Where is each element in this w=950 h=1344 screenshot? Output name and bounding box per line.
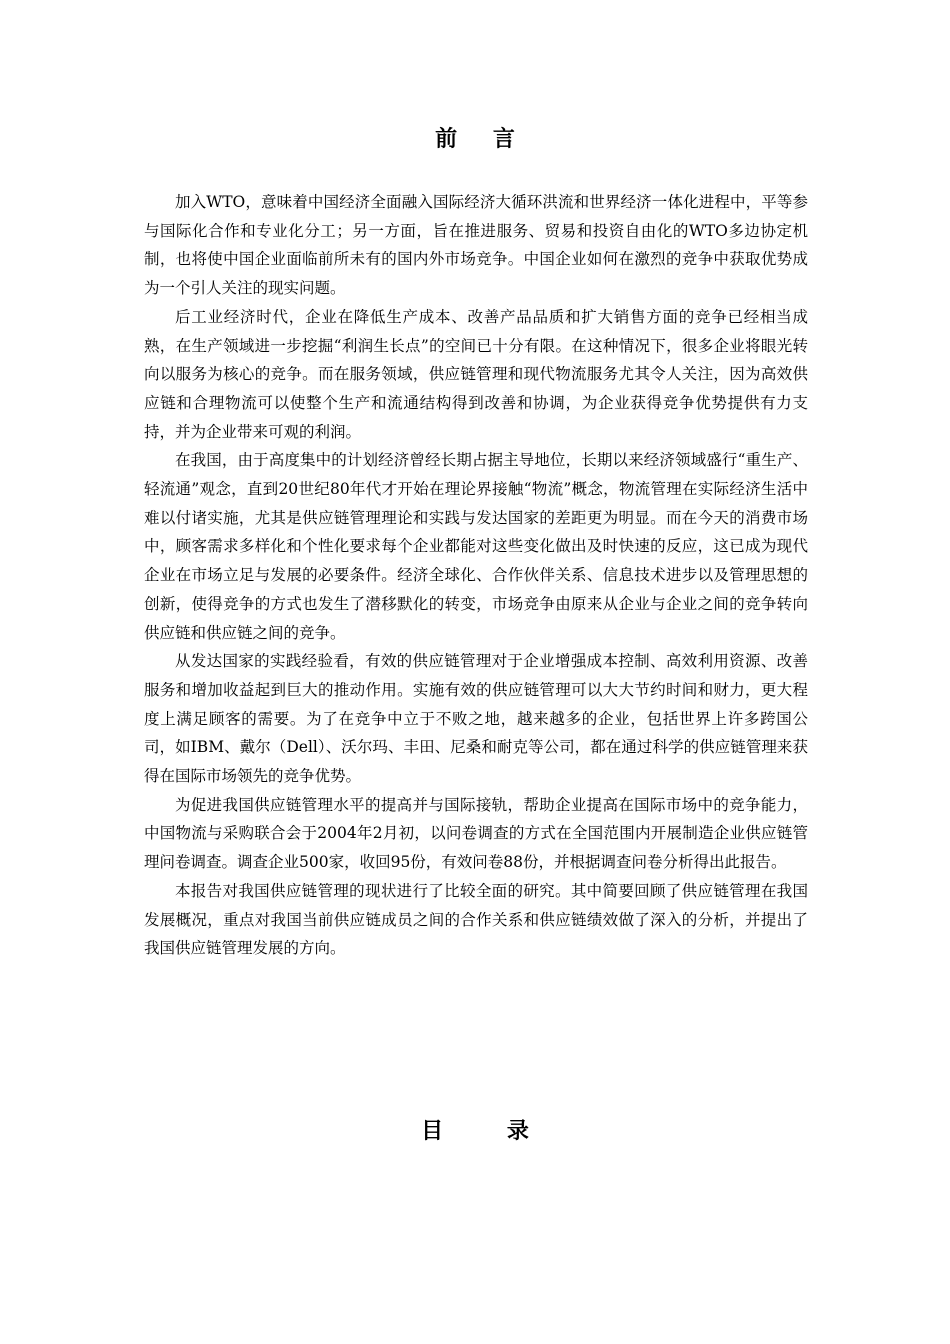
preface-paragraph-6: 本报告对我国供应链管理的现状进行了比较全面的研究。其中简要回顾了供应链管理在我国发展概况，重点对我国当前供应链成员之间的合作关系和供应链绩效做了深入的分析，并提出了我国供应链管理发展的方向。 — [144, 881, 808, 958]
preface-paragraph-3: 在我国，由于高度集中的计划经济曾经长期占据主导地位，长期以来经济领域盛行“重生产、轻流通”观念，直到20世纪80年代才开始在理论界接触“物流”概念，物流管理在实际经济生活中难以付诸实施，尤其是供应链管理理论和实践与发达国家的差距更为明显。而在今天的消费市场中，顾客需求多样化和个性化要求每个企业都能对这些变化做出及时快速的反应，这已成为现代企业在市场立足与发展的必要条件。经济全球化、合作伙伴关系、信息技术进步以及管理思想的创新，使得竞争的方式也发生了潜移默化的转变，市场竞争由原来从企业与企业之间的竞争转向供应链和供应链之间的竞争。 — [144, 451, 808, 642]
toc-title: 目 录 — [421, 1118, 557, 1144]
preface-title: 前 言 — [435, 126, 529, 152]
preface-paragraph-5: 为促进我国供应链管理水平的提高并与国际接轨，帮助企业提高在国际市场中的竞争能力，中国物流与采购联合会于2004年2月初，以问卷调查的方式在全国范围内开展制造企业供应链管理问卷调查。调查企业500家，收回95份，有效问卷88份，并根据调查问卷分析得出此报告。 — [144, 795, 808, 872]
preface-paragraph-4: 从发达国家的实践经验看，有效的供应链管理对于企业增强成本控制、高效利用资源、改善服务和增加收益起到巨大的推动作用。实施有效的供应链管理可以大大节约时间和财力，更大程度上满足顾客的需要。为了在竞争中立于不败之地，越来越多的企业，包括世界上许多跨国公司，如IBM、戴尔（Dell）、沃尔玛、丰田、尼桑和耐克等公司，都在通过科学的供应链管理来获得在国际市场领先的竞争优势。 — [144, 652, 808, 786]
preface-paragraph-1: 加入WTO，意味着中国经济全面融入国际经济大循环洪流和世界经济一体化进程中，平等参与国际化合作和专业化分工；另一方面，旨在推进服务、贸易和投资自由化的WTO多边协定机制，也将使中国企业面临前所未有的国内外市场竞争。中国企业如何在激烈的竞争中获取优势成为一个引人关注的现实问题。 — [144, 193, 808, 298]
preface-paragraph-2: 后工业经济时代，企业在降低生产成本、改善产品品质和扩大销售方面的竞争已经相当成熟，在生产领域进一步挖掘“利润生长点”的空间已十分有限。在这种情况下，很多企业将眼光转向以服务为核心的竞争。而在服务领域，供应链管理和现代物流服务尤其令人关注，因为高效供应链和合理物流可以使整个生产和流通结构得到改善和协调，为企业获得竞争优势提供有力支持，并为企业带来可观的利润。 — [144, 307, 808, 441]
preface-body — [144, 188, 808, 963]
